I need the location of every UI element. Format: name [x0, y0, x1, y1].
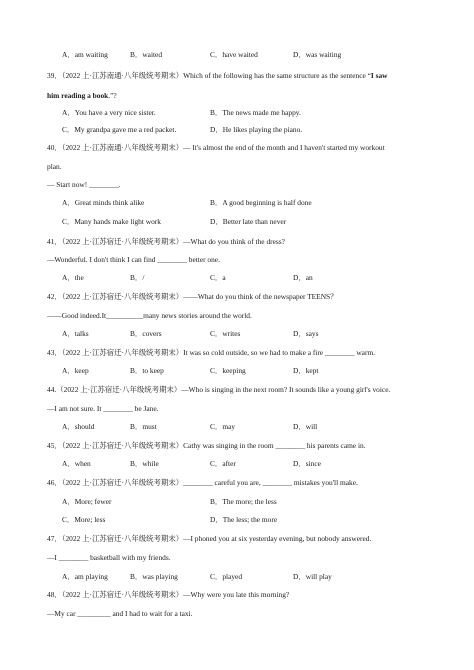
q39-option-c: C．My grandpa gave me a red packet.: [62, 125, 177, 134]
q47-reply: —I ________ basketball with my friends.: [47, 553, 171, 562]
q45-option-d: D．since: [293, 459, 321, 468]
q41-reply: —Wonderful. I don't think I can find ________ better one.: [47, 255, 220, 264]
q43-stem: 43．（2022 上·江苏宿迁·八年级统考期末）It was so cold outside, so we had to make a fire ________ warm.: [47, 348, 376, 357]
q40-stem-continued: plan.: [47, 162, 62, 171]
q39-stem: 39．（2022 上·江苏南通·八年级统考期末）Which of the following has the same structure as the sentence “I saw: [47, 71, 388, 80]
q46-option-b: B．The more; the less: [210, 497, 277, 506]
q46-option-d: D．The less; the more: [210, 515, 278, 524]
q47-option-c: C．played: [210, 572, 243, 581]
q42-stem: 42．（2022 上·江苏宿迁·八年级统考期末）——What do you think of the newspaper TEENS？: [47, 292, 338, 301]
q43-option-c: C．keeping: [210, 366, 246, 375]
q46-option-c: C．More; less: [62, 515, 106, 524]
q47-option-a: A．am playing: [62, 572, 108, 581]
q40-stem: 40．（2022 上·江苏南通·八年级统考期末）— It's almost the end of the month and I haven't started my workout: [47, 143, 385, 152]
q39-bold-text-2: him reading a book: [47, 91, 109, 100]
q42-option-a: A．talks: [62, 329, 89, 338]
q38-option-c: C．have waited: [210, 50, 258, 59]
q38-option-a: A．am waiting: [62, 50, 108, 59]
q42-reply: ——Good indeed.It__________many news stories around the world.: [47, 311, 252, 320]
q46-stem: 46．（2022 上·江苏宿迁·八年级统考期末）________ careful you are, ________ mistakes you'll make.: [47, 478, 358, 487]
q40-reply: — Start now! ________.: [47, 180, 121, 189]
q39-bold-text-1: I saw: [370, 71, 388, 80]
q44-option-d: D．will: [293, 422, 318, 431]
q44-option-c: C．may: [210, 422, 236, 431]
q44-option-a: A．should: [62, 422, 95, 431]
q44-option-b: B．must: [130, 422, 157, 431]
q43-option-d: D．kept: [293, 366, 319, 375]
q43-option-a: A．keep: [62, 366, 89, 375]
q46-option-a: A．More; fewer: [62, 497, 112, 506]
q45-option-a: A．when: [62, 459, 91, 468]
q47-option-d: D．will play: [293, 572, 332, 581]
q38-option-b: B．waited: [130, 50, 163, 59]
q40-option-d: D．Better late than never: [210, 217, 287, 226]
q44-reply: —I am not sure. It ________ be Jane.: [47, 404, 159, 413]
q48-stem: 48．（2022 上·江苏宿迁·八年级统考期末）—Why were you late this morning?: [47, 590, 290, 599]
q45-option-c: C．after: [210, 459, 236, 468]
q39-option-a: A．You have a very nice sister.: [62, 108, 156, 117]
q44-stem: 44.（2022 上·江苏宿迁·八年级统考期末）—Who is singing in the next room? It sounds like a young girl's voice.: [47, 385, 391, 394]
q48-reply: —My car _________ and I had to wait for a taxi.: [47, 609, 193, 618]
q45-option-b: B．while: [130, 459, 159, 468]
q45-stem: 45．（2022 上·江苏宿迁·八年级统考期末）Cathy was singing in the room ________ his parents came in.: [47, 441, 366, 450]
q42-option-b: B．covers: [130, 329, 162, 338]
q41-option-c: C．a: [210, 273, 226, 282]
q43-option-b: B．to keep: [130, 366, 164, 375]
q41-option-b: B．/: [130, 273, 145, 282]
q39-stem-continued: him reading a book.”?: [47, 91, 117, 100]
q40-option-c: C．Many hands make light work: [62, 217, 161, 226]
q40-option-b: B．A good beginning is half done: [210, 198, 312, 207]
q41-option-d: D．an: [293, 273, 313, 282]
q42-option-d: D．says: [293, 329, 319, 338]
q39-option-b: B．The news made me happy.: [210, 108, 301, 117]
q47-stem: 47．（2022 上·江苏宿迁·八年级统考期末）—I phoned you at six yesterday evening, but nobody answered.: [47, 534, 372, 543]
q38-option-d: D．was waiting: [293, 50, 342, 59]
q42-option-c: C．writes: [210, 329, 241, 338]
q41-option-a: A．the: [62, 273, 84, 282]
q39-option-d: D．He likes playing the piano.: [210, 125, 303, 134]
q40-option-a: A．Great minds think alike: [62, 198, 145, 207]
q41-stem: 41．（2022 上·江苏宿迁·八年级统考期末）—What do you think of the dress?: [47, 237, 285, 246]
q47-option-b: B．was playing: [130, 572, 178, 581]
